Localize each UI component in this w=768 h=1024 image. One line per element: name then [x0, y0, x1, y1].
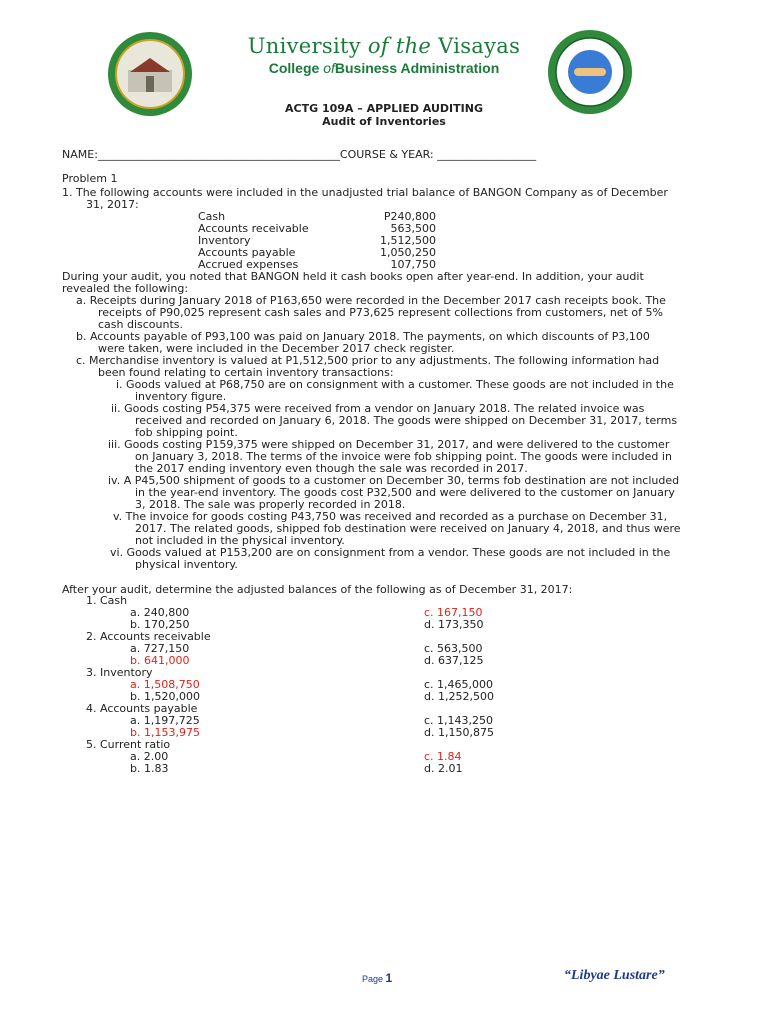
- document-subtitle: Audit of Inventories: [322, 115, 446, 128]
- trial-balance-account: Accounts receivable: [198, 222, 309, 235]
- question-label: 4. Accounts payable: [86, 702, 198, 715]
- body-text-line: cash discounts.: [98, 318, 184, 331]
- option-d: d. 173,350: [424, 618, 484, 631]
- option-d: d. 2.01: [424, 762, 463, 775]
- body-text-line: receipts of P90,025 represent cash sales and P73,625 represent collections from customers, net of 5%: [98, 306, 663, 319]
- option-d: d. 637,125: [424, 654, 484, 667]
- option-c: c. 1,143,250: [424, 714, 494, 727]
- question-label: 5. Current ratio: [86, 738, 171, 751]
- option-c: c. 167,150: [424, 606, 483, 619]
- body-text-line: were taken, were included in the December 2017 check register.: [98, 342, 455, 355]
- body-text-line: the 2017 ending inventory even though the sale was recorded in 2017.: [135, 462, 528, 475]
- intro-line: 1. The following accounts were included in the unadjusted trial balance of BANGON Company as of December: [62, 186, 668, 199]
- body-text-line: received and recorded on January 6, 2018. The goods were shipped on December 31, 2017, terms: [135, 414, 678, 427]
- body-text-line: iii. Goods costing P159,375 were shipped on December 31, 2017, and were delivered to the customer: [108, 438, 670, 451]
- body-text-line: v. The invoice for goods costing P43,750 was received and recorded as a purchase on December 31,: [113, 510, 668, 523]
- option-c: c. 563,500: [424, 642, 483, 655]
- trial-balance-account: Inventory: [198, 234, 251, 247]
- option-b: b. 641,000: [130, 654, 190, 667]
- body-text-line: After your audit, determine the adjusted balances of the following as of December 31, 2017:: [62, 583, 573, 596]
- option-b: b. 1,520,000: [130, 690, 200, 703]
- course-title: ACTG 109A – APPLIED AUDITING: [285, 102, 483, 115]
- question-label: 3. Inventory: [86, 666, 153, 679]
- trial-balance-amount: P240,800: [383, 210, 436, 223]
- option-b: b. 170,250: [130, 618, 190, 631]
- option-c: c. 1.84: [424, 750, 462, 763]
- body-text-line: 2017. The related goods, shipped fob destination were received on January 4, 2018, and thus were: [135, 522, 681, 535]
- body-text-line: in the year-end inventory. The goods cost P32,500 and were delivered to the customer on January: [135, 486, 675, 499]
- option-a: a. 240,800: [130, 606, 190, 619]
- body-text-line: i. Goods valued at P68,750 are on consignment with a customer. These goods are not included in the: [116, 378, 674, 391]
- body-text-line: fob shipping point.: [135, 426, 238, 439]
- trial-balance-account: Accounts payable: [198, 246, 296, 259]
- university-name: University of the Visayas: [247, 34, 521, 58]
- body-text-line: ii. Goods costing P54,375 were received from a vendor on January 2018. The related invoice was: [111, 402, 645, 415]
- body-text-line: 3, 2018. The sale was properly recorded in 2018.: [135, 498, 406, 511]
- body-text-line: inventory figure.: [135, 390, 227, 403]
- problem-heading: Problem 1: [62, 172, 118, 185]
- body-text-line: a. Receipts during January 2018 of P163,650 were recorded in the December 2017 cash receipts book. The: [76, 294, 666, 307]
- trial-balance-amount: 1,512,500: [380, 234, 436, 247]
- motto: “Libyae Lustare”: [564, 968, 665, 983]
- body-text-line: revealed the following:: [62, 282, 189, 295]
- option-d: d. 1,150,875: [424, 726, 494, 739]
- option-c: c. 1,465,000: [424, 678, 494, 691]
- body-text-line: not included in the physical inventory.: [135, 534, 345, 547]
- body-text-line: During your audit, you noted that BANGON held it cash books open after year-end. In addition, your audit: [62, 270, 644, 283]
- college-name: College ofBusiness Administration: [268, 60, 500, 76]
- body-text-line: vi. Goods valued at P153,200 are on consignment from a vendor. These goods are not included in the: [110, 546, 671, 559]
- option-d: d. 1,252,500: [424, 690, 494, 703]
- page-number: Page 1: [362, 971, 393, 985]
- name-field-line: NAME:____________________________________________COURSE & YEAR: __________________: [62, 148, 537, 161]
- intro-line: 31, 2017:: [86, 198, 139, 211]
- body-text-line: physical inventory.: [135, 558, 238, 571]
- body-text-line: b. Accounts payable of P93,100 was paid on January 2018. The payments, on which discounts of P3,100: [76, 330, 650, 343]
- body-text-line: been found relating to certain inventory transactions:: [98, 366, 394, 379]
- option-a: a. 1,508,750: [130, 678, 200, 691]
- question-label: 1. Cash: [86, 594, 128, 607]
- option-b: b. 1,153,975: [130, 726, 200, 739]
- option-a: a. 2.00: [130, 750, 169, 763]
- body-text-line: on January 3, 2018. The terms of the invoice were fob shipping point. The goods were included in: [135, 450, 672, 463]
- option-b: b. 1.83: [130, 762, 169, 775]
- body-text-line: iv. A P45,500 shipment of goods to a customer on December 30, terms fob destination are not included: [108, 474, 680, 487]
- trial-balance-account: Cash: [198, 210, 226, 223]
- trial-balance-amount: 1,050,250: [380, 246, 436, 259]
- option-a: a. 1,197,725: [130, 714, 200, 727]
- option-a: a. 727,150: [130, 642, 190, 655]
- trial-balance-amount: 563,500: [390, 222, 436, 235]
- body-text-line: c. Merchandise inventory is valued at P1,512,500 prior to any adjustments. The following information had: [76, 354, 660, 367]
- trial-balance-account: Accrued expenses: [198, 258, 299, 271]
- trial-balance-amount: 107,750: [390, 258, 436, 271]
- question-label: 2. Accounts receivable: [86, 630, 211, 643]
